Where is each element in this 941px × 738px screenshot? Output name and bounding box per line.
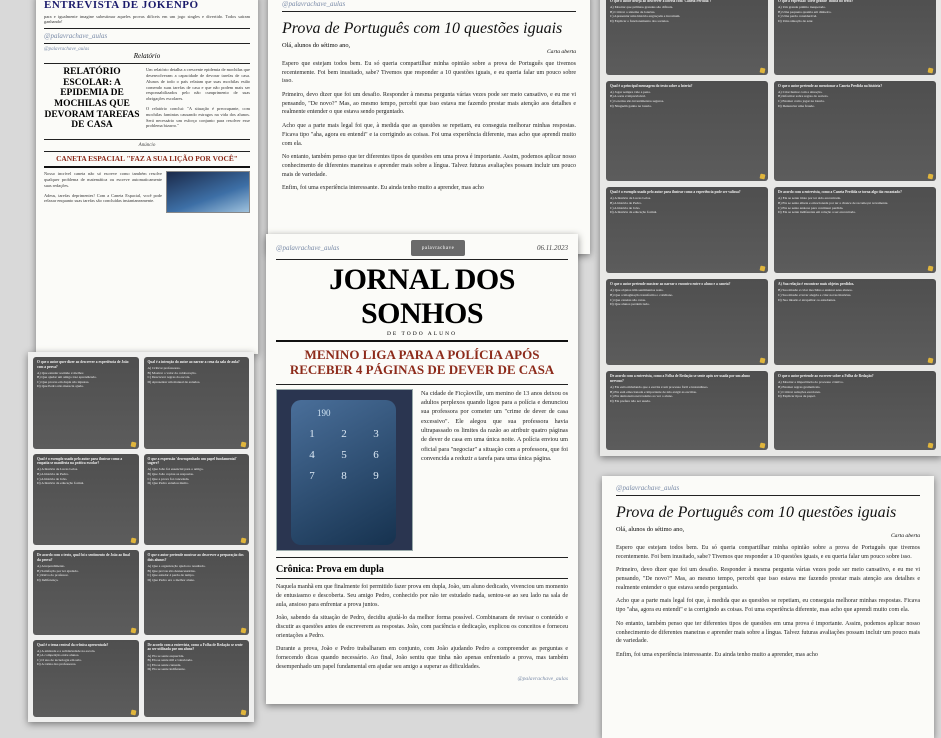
question-text: Qual é o exemplo usado pelo autor para ilustrar como a empatia se manifesta na prática escolar? [37,456,123,466]
pin-icon [241,710,247,716]
sheet-entrevista-relatorio [36,0,258,354]
option-a[interactable]: A) A história de Lucas Lelos. [610,196,652,201]
prova-p2-top: Primeiro, devo dizer que foi um desafio. Responder à mesma pergunta várias vezes pode ser meio cansativo, e eu me vi pensando, "De novo?" Mas, ao mesmo tempo, percebi que isso estava me fazendo prestar mais atenção aos detalhes e realmente entender o que estava sendo perguntado. [282,92,576,116]
option-a[interactable]: A) Que objetos têm sentimentos reais. [610,288,664,293]
question-card[interactable] [774,0,936,75]
key-7: 7 [309,469,315,482]
pin-icon [130,538,136,544]
option-c[interactable]: C) Descrever regras da escola. [147,375,191,380]
question-card[interactable] [606,371,768,450]
question-card[interactable] [606,279,768,365]
ad-title: CANETA ESPACIAL "FAZ A SUA LIÇÃO POR VOCÊ" [56,153,238,163]
option-c[interactable]: C) Que estudar é perda de tempo. [147,573,195,578]
option-c[interactable]: C) Criticar redações escolares. [778,389,821,394]
option-b[interactable]: B) A sorte é imprevisível. [610,94,646,99]
option-a[interactable]: A) Que a organização ajuda no resultado. [147,564,206,569]
question-text: O que o autor pretende ao mencionar a Caneta Perdida na história? [778,83,883,88]
jornal-date: 06.11.2023 [537,244,568,252]
option-c[interactable]: C) Que provas em dupla são injustas. [37,379,90,384]
option-b[interactable]: B) A história de Pedro. [37,471,69,476]
prova-p4-top: No entanto, também penso que ter diferentes tipos de questões em uma prova é importante. Assim, podemos aplicar nosso conhecimento de diferentes maneiras e aprender mais sobre a língua. Talvez futuras avaliações possam incluir um pouco mais de variedade. [282,154,576,178]
question-text: O que o autor pretende mostrar ao narrar o encontro entre o aluno e a caneta? [610,282,731,287]
pin-icon [241,441,247,447]
question-card[interactable] [774,371,936,450]
relatorio-headline: RELATÓRIO ESCOLAR: A EPIDEMIA DE MOCHILAS QUE DEVORAM TAREFAS DE CASA [44,67,140,131]
prova-kicker-bottom: Carta aberta [890,533,920,539]
relatorio-body-2: O relatório conclui: "A situação é preocupante, com mochilas famintas causando estragos na vida dos alunos. Será necessário um esforço conjunto para resolver esse problema bizarro." [146,106,250,129]
sheet-question-cards-right [600,0,941,456]
entrevista-title: ENTREVISTA DE JOKENPÔ [44,0,199,11]
option-a[interactable]: A) Que João foi essencial para o amigo. [147,467,204,472]
option-a[interactable]: B) Sua missão é criar mochilas e ensinar seus alunos. [778,288,853,293]
question-text: Qual é o exemplo usado pelo autor para ilustrar como a experiência pode ser valiosa? [610,190,741,195]
option-c[interactable]: C) Que a prova foi cancelada. [147,476,190,481]
question-text: O que o autor pretende ao escrever sobre a Folha de Redação? [778,374,874,379]
option-d[interactable]: D) Apresentar um manual de estudos. [147,379,201,384]
option-a[interactable]: A) Arrependimento. [37,564,66,569]
jornal-masthead-sub: DE TODO ALUNO [386,331,458,337]
pin-icon [760,266,766,272]
option-a[interactable]: A) A história de Lucas Lelos. [37,467,79,472]
cards-column-left [606,0,768,450]
relatorio-label: Relatório [133,52,161,61]
option-b[interactable]: B) Que provas são desnecessárias. [147,568,196,573]
prova-p5-bottom: Enfim, foi uma experiência interessante. Eu ainda tenho muito a aprender, mas acho [616,651,818,658]
option-c[interactable]: C) Apresentar uma história engraçada e incomum. [610,14,681,19]
option-d[interactable]: D) Denunciar uma fraude. [778,103,815,108]
key-9: 9 [373,469,379,482]
question-text: O que o autor pretende mostrar ao descrever a preparação dos dois alunos? [147,553,244,562]
option-b[interactable]: B) Uma pequena quantia em dinheiro. [778,9,832,14]
sheet-question-cards-left [28,352,254,722]
pin-icon [130,441,136,447]
option-d[interactable]: D) Ela prefere não ser usada. [610,398,651,403]
option-d[interactable]: D) Uma situação de azar. [778,18,814,23]
option-b[interactable]: B) Ela está emocionada e importante de não exigir as escritas. [610,389,697,394]
pin-icon [130,627,136,633]
option-b[interactable]: B) Ensinar regras gramaticais. [778,385,821,389]
option-d[interactable]: D) Que Pedro não merecia ajuda. [37,384,84,389]
option-d[interactable]: D) Ninguém ganha na loteria. [610,103,652,108]
option-b[interactable]: B) Que ajudar um amigo traz aprendizado. [37,375,97,380]
cronica-title: Crônica: Prova em dupla [276,563,384,575]
question-card[interactable] [33,550,139,634]
option-a[interactable]: A) Mostrar a importância do processo criativo. [778,380,844,385]
prova-p5-top: Enfim, foi uma experiência interessante. Eu ainda tenho muito a aprender, mas acho [282,185,484,192]
jornal-footer-handle: @palavrachave_aulas [517,675,568,682]
option-b[interactable]: B) Ela se sente útil e valorizada. [147,658,193,663]
question-card[interactable] [33,357,139,449]
ad-image [166,171,250,213]
pin-icon [928,266,934,272]
pin-icon [760,358,766,364]
question-card[interactable] [774,187,936,273]
question-text: De acordo com a entrevista, como a Folha de Redação se sente ao ser utilizada por um aluno? [147,642,243,652]
option-d[interactable]: D) Explicar o funcionamento dos sorteios. [610,18,670,23]
question-text: A) Sua relação é encontrar mais objetos perdidos. [778,282,855,287]
question-text: De acordo com a entrevista, como a Caneta Perdida se torna algo tão encantado? [778,190,902,195]
prova-title-bottom: Prova de Português com 10 questões iguais [616,504,897,521]
question-text: Qual é a intenção do autor ao narrar a cena da sala de aula? [147,360,240,364]
pin-icon [760,67,766,73]
option-c[interactable]: C) A história de João. [37,476,68,481]
cards-column-right [774,0,936,450]
prova-p2-bottom: Primeiro, devo dizer que foi um desafio. Responder à mesma pergunta várias vezes pode ser meio cansativo, e eu me vi pensando, "De novo?" Mas, ao mesmo tempo, percebi que isso estava me fazendo prestar mais atenção aos detalhes e realmente entender o que estava sendo perguntado. [616,567,920,591]
option-a[interactable]: A) Ela está embalando que a escrita é um processo fácil e instantâneo. [610,385,709,390]
question-card[interactable] [774,81,936,182]
entrevista-intro: para e igualmente imagine subestimar aqueles provas difíceis em um jogo singles e divertido. Todos saíram ganhando! [44,13,250,25]
cronica-p1: Naquela manhã em que finalmente foi permitido fazer prova em dupla, João, um aluno dedicado, vivenciou um momento de entusiasmo e descoberta. Seu amigo Pedro, conhecido por não ter estudado nada, sentou-se ao seu lado na sala de aula, ansioso para enfrentar a prova juntos. [276,583,568,608]
prova-p3-bottom: Acho que a parte mais legal foi que, à medida que as questões se repetiam, eu conseguia melhorar minhas respostas. Ficava tipo "aha, agora eu entendi" e ia corrigindo as coisas. Foi uma experiência diferente, mas acho que aprendi muito com ela. [616,598,920,614]
pin-icon [928,174,934,180]
pin-icon [241,627,247,633]
option-b[interactable]: B) Que a imaginação transforma o cotidiano. [610,293,674,297]
option-a[interactable]: A) Jogar sempre vale a pena. [610,89,651,94]
question-text: De acordo com o texto, qual foi o sentimento de João ao final da prova? [37,553,130,562]
prova-subtitle-top: Olá, alunos do sétimo ano, [282,42,351,49]
option-a[interactable]: A) Criticar professores. [147,366,181,371]
question-card[interactable] [606,187,768,273]
prova-subtitle-bottom: Olá, alunos do sétimo ano, [616,526,685,533]
question-card[interactable] [144,640,250,717]
option-a[interactable]: A) Que estudar sozinho é melhor. [37,370,85,375]
option-c[interactable]: C) O uso de tecnologia em sala. [37,657,82,662]
jornal-photo [276,389,413,551]
option-d[interactable]: D) Ela se sente indiferente. [147,667,186,672]
option-d[interactable]: D) A história da educação formal. [37,481,85,486]
option-c[interactable]: C) Raiva do professor. [37,573,69,578]
option-c[interactable]: C) Que canetas são caras. [610,297,646,302]
cronica-p2: João, sabendo da situação de Pedro, decidiu ajudá-lo da melhor forma possível. Combinaram de revisar o conteúdo e discutir as questões antes de escreverem as respostas. João, com paciência e dedicação, explicou os conceitos e forneceu orientações a Pedro. [276,614,568,639]
option-b[interactable]: B) Criticar o sistema de loterias. [610,9,656,14]
question-card[interactable] [144,550,250,634]
question-card[interactable] [33,454,139,546]
key-6: 6 [373,448,379,461]
option-d[interactable]: D) Que Pedro estudou muito. [147,481,189,486]
key-3: 3 [373,427,379,440]
question-text: Qual é o tema central da crônica apresentada? [37,642,109,647]
option-d[interactable]: D) Que alunos perdem tudo. [610,302,650,307]
jornal-logo: palavrachave [411,240,465,256]
option-c[interactable]: C) Ela se sente ansiosa para continuar perdida. [778,205,844,210]
option-d[interactable]: D) Indiferença. [37,577,59,582]
question-card[interactable] [774,279,936,365]
cronica-p3: Durante a prova, João e Pedro trabalharam em conjunto, com João ajudando Pedro a compreender as perguntas e fornecendo dicas quando necessário. Ao final, João sentiu que tinha não apenas enfrentado a prova, mas também desempenhado um papel fundamental em ajudar seu amigo a superar as dificuldades. [276,645,568,670]
key-2: 2 [341,427,347,440]
question-card[interactable] [606,0,768,75]
key-5: 5 [341,448,347,461]
option-d[interactable]: D) Ela se sente indiferente em relação a ser encontrada. [778,210,856,215]
pin-icon [928,443,934,449]
cards-column-right-2 [144,357,250,717]
question-text: O que a expressão 'desempenhado um papel fundamental' sugere? [147,456,237,466]
option-d[interactable]: D) Que Pedro era o melhor aluno. [147,577,196,582]
option-c[interactable]: D) Sua missão é atrapalhar os estudantes. [778,297,837,302]
ad-text-2: Adeus, tarefas deprimentes! Com a Caneta Espacial, você pode relaxar enquanto suas tarefas são concluídas instantaneamente. [44,192,162,204]
sheetA-handle-2: @palavrachave_aulas [44,47,90,53]
jornal-lead-headline: MENINO LIGA PARA A POLÍCIA APÓS RECEBER 4 PÁGINAS DE DEVER DE CASA [289,347,555,377]
anuncio-label: Anúncio [138,142,156,148]
prova-p1-top: Espero que estejam todos bem. Eu só queria compartilhar minha opinião sobre a prova de Português que tivemos recentemente. Foi bem inusitado, sabe? Tivemos que responder a 10 questões iguais, e eu queria falar um pouco sobre isso. [282,61,576,85]
relatorio-body-1: Um relatório detalha a crescente epidemia de mochilas que desenvolveram a capacidade de devorar tarefas de casa. Alunos de todo o país relatam que suas mochilas estão comendo suas tarefas de casa e que não podem mais ser responsabilizados pelo não cumprimento de suas obrigações escolares. [146,67,250,102]
option-c[interactable]: C) Ela demonstra nervosismo ao ver o aluno. [610,394,674,399]
pin-icon [130,710,136,716]
question-text: O que o autor quer dizer ao descrever a experiência de João com a prova? [37,360,129,369]
question-card[interactable] [33,640,139,717]
pin-icon [241,538,247,544]
option-b[interactable]: B) Satisfação por ter ajudado. [37,568,79,573]
option-c[interactable]: C) Uma perda considerável. [778,14,818,19]
prova-p3-top: Acho que a parte mais legal foi que, à medida que as questões se repetiam, eu conseguia melhorar minhas respostas. Ficava tipo "aha, agora eu entendi" e ia corrigindo as coisas. Foi uma experiência diferente, mas acho que aprendi muito com ela. [282,123,576,147]
prova-title-top: Prova de Português com 10 questões iguais [282,20,563,37]
sheetA-handle: @palavrachave_aulas [44,32,108,41]
prova-p4-bottom: No entanto, também penso que ter diferentes tipos de questões em uma prova é importante. Assim, podemos aplicar nosso conhecimento de diferentes maneiras e aprender mais sobre a língua. Talvez futuras avaliações possam incluir um pouco mais de variedade. [616,620,920,645]
option-b[interactable]: B) A história de Pedro. [610,201,642,205]
phone-keypad [301,428,387,482]
option-b[interactable]: B) Informar sobre regras do sorteio. [778,94,829,99]
sheet-prova-top [268,0,590,254]
option-b[interactable]: B) Ela se sente alheia e emocionada por ter a chance de recomeçar novamente. [778,201,889,205]
question-card[interactable] [606,81,768,182]
pin-icon [760,443,766,449]
prova-kicker-top: Carta aberta [546,49,576,55]
question-card[interactable] [144,454,250,546]
question-card[interactable] [144,357,250,449]
option-a[interactable]: A) Mostrar que prêmios grandes são difíceis. [610,5,674,10]
option-c[interactable]: C) Ela se sente cansada. [147,662,182,667]
option-d[interactable]: D) A história da educação formal. [610,210,658,215]
question-text: O que a expressão 'sorte grande' indica no texto? [778,0,854,3]
cards-column-left-2 [33,357,139,717]
option-c[interactable]: C) A história de João. [610,205,641,210]
option-a[interactable]: A) Um grande prêmio inesperado. [778,5,826,10]
jornal-masthead: JORNAL DOS SONHOS [329,263,515,330]
pin-icon [760,174,766,180]
option-b[interactable]: B) Que João copiou as respostas. [147,471,194,476]
key-1: 1 [309,427,315,440]
key-8: 8 [341,469,347,482]
key-4: 4 [309,448,315,461]
option-a[interactable]: A) A amizade e a solidariedade na escola. [37,648,96,653]
sheet-prova-bottom [602,476,934,738]
question-text: De acordo com a entrevista, como a Folha de Redação se sente após ser usada por um aluno nervoso? [610,374,750,383]
emergency-number: 190 [317,407,331,418]
jornal-handle: @palavrachave_aulas [276,244,340,252]
sheet-jornal-dos-sonhos [266,234,578,704]
pin-icon [928,358,934,364]
option-a[interactable]: A) Ela se sente esquecida. [147,653,185,658]
option-b[interactable]: B) A competição entre alunos. [37,653,80,658]
option-c[interactable]: C) Ensinar como jogar na loteria. [778,99,825,103]
option-d[interactable]: D) Explicar tipos de papel. [778,394,816,399]
jornal-article-text: Na cidade de Ficçãoville, um menino de 13 anos deixou os adultos perplexos quando ligou para a polícia e denunciou sua professora por cometer um "crime de dever de casa excessivo". Ele alegou que sua professora havia ultrapassado os limites da razão ao atribuir quatro páginas de dever de casa em uma única noite. A polícia enviou um oficial para "negociar" a situação com a professora, que foi convencida a reduzir a tarefa para uma única página. [421,389,568,462]
option-b[interactable]: B) Mostrar o valor da colaboração. [147,370,197,375]
pin-icon [928,67,934,73]
sheetC-handle: @palavrachave_aulas [616,484,680,492]
option-d[interactable]: D) A rotina dos professores. [37,662,77,667]
option-b[interactable]: C) Sua missão é levar alegria e criar novas histórias. [778,293,852,297]
prova-p1-bottom: Espero que estejam todos bem. Eu só queria compartilhar minha opinião sobre a prova de Português que tivemos recentemente. Foi bem inusitado, sabe? Tivemos que responder a 10 questões iguais, e eu queria falar um pouco sobre isso. [616,545,920,560]
question-text: Qual é a principal mensagem do texto sobre a loteria? [610,83,693,88]
option-a[interactable]: A) Criar humor com a situação. [778,89,823,94]
ad-text-1: Nosso incrível caneta não só escreve como também resolve qualquer problema de matemática ou escreve automaticamente suas redações. [44,171,162,188]
option-a[interactable]: A) Ela se sente triste por ter sido encontrada. [778,196,841,201]
sheetB-handle: @palavrachave_aulas [282,0,346,8]
option-c[interactable]: C) Loterias são investimentos seguros. [610,99,665,103]
question-text: O que o autor deseja ao descrever a loteria com 'Caneta Perdida'? [610,0,712,3]
